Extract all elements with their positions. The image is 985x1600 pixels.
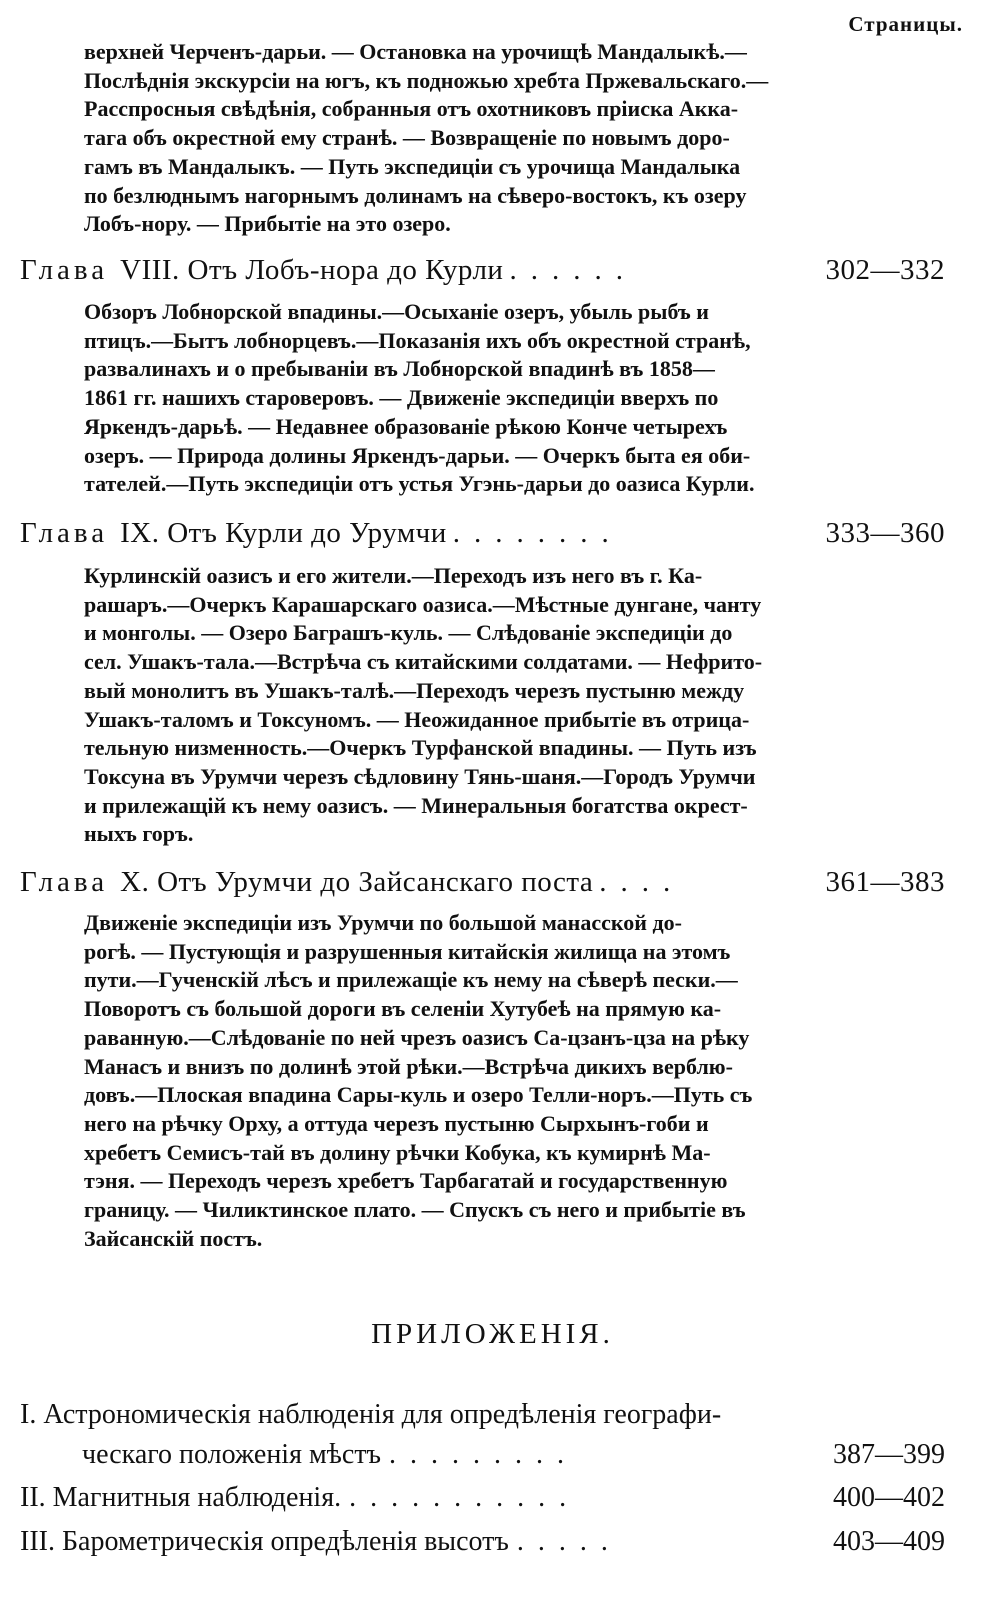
pages-column-header: Страницы. (848, 12, 963, 36)
text-line: Токсуна въ Урумчи черезъ сѣдловину Тянь-шаня.—Городъ Урумчи (84, 763, 756, 789)
chapter-title: IX. Отъ Курли до Урумчи (120, 517, 447, 549)
text-line: пути.—Гученскій лѣсъ и прилежащіе къ нему на сѣверѣ пески.— (84, 967, 738, 993)
leader-dots: ...... (509, 254, 637, 286)
leader-dots: ........... (349, 1482, 581, 1513)
text-line: границу. — Чиликтинское плато. — Спускъ съ него и прибытіе въ (84, 1197, 746, 1223)
appendix-line (20, 1395, 945, 1435)
text-line: по безлюднымъ нагорнымъ долинамъ на сѣверо-востокъ, къ озеру (84, 182, 747, 208)
appendix-item-iii (20, 1522, 945, 1562)
text-line: развалинахъ и о пребываніи въ Лобнорской впадинѣ въ 1858— (84, 356, 715, 382)
page-range: 403—409 (833, 1526, 945, 1557)
text-line: Зайсанскій постъ. (84, 1225, 263, 1251)
text-line: и прилежащій къ нему оазисъ. — Минеральныя богатства окрест- (84, 792, 748, 818)
appendix-item-i (20, 1395, 945, 1475)
intro-paragraph (84, 38, 784, 239)
appendices-title: ПРИЛОЖЕНІЯ. (371, 1318, 614, 1350)
text-line: Послѣднія экскурсіи на югъ, къ подножью хребта Пржевальскаго.— (84, 67, 769, 93)
appendix-line (20, 1522, 945, 1562)
text-line: Обзоръ Лобнорской впадины.—Осыханіе озеръ, убыль рыбъ и (84, 299, 709, 324)
text-line: Поворотъ съ большой дороги въ селеніи Хутубеѣ на прямую ка- (84, 996, 722, 1022)
appendix-text: III. Барометрическія опредѣленія высотъ (20, 1526, 509, 1557)
text-line: тэня. — Переходъ черезъ хребетъ Тарбагатай и государственную (84, 1168, 728, 1194)
text-line: гамъ въ Мандалыкъ. — Путь экспедиціи съ урочища Мандалыка (84, 153, 741, 179)
text-line: верхней Черченъ-дарьи. — Остановка на урочищѣ Мандалыкѣ.— (84, 39, 747, 64)
appendix-line (20, 1478, 945, 1518)
text-line: тельную низменность.—Очеркъ Турфанской впадины. — Путь изъ (84, 735, 757, 761)
page-range: 333—360 (825, 517, 945, 549)
chapter-title: X. Отъ Урумчи до Зайсанскаго поста (120, 866, 594, 898)
text-line: Лобъ-нору. — Прибытіе на это озеро. (84, 211, 451, 237)
page-range: 302—332 (825, 254, 945, 286)
text-line: Расспросныя свѣдѣнія, собранныя отъ охотниковъ пріиска Акка- (84, 96, 739, 122)
leader-dots: ......... (389, 1439, 579, 1470)
text-line: тателей.—Путь экспедиціи отъ устья Угэнь-дарьи до оазиса Курли. (84, 471, 755, 497)
leader-dots: .... (599, 866, 685, 898)
appendix-text: ческаго положенія мѣстъ (82, 1439, 382, 1470)
leader-dots: ........ (452, 517, 623, 549)
page-range: 400—402 (833, 1482, 945, 1513)
page-range: 387—399 (833, 1439, 945, 1470)
text-line: птицъ.—Бытъ лобнорцевъ.—Показанія ихъ объ окрестной странѣ, (84, 327, 751, 353)
chapter-heading-viii (20, 254, 945, 294)
text-line: рашаръ.—Очеркъ Карашарскаго оазиса.—Мѣстные дунгане, чанту (84, 591, 762, 617)
text-line: озеръ. — Природа долины Яркендъ-дарьи. — Очеркъ быта ея оби- (84, 442, 751, 468)
text-line: и монголы. — Озеро Баграшъ-куль. — Слѣдованіе экспедиціи до (84, 620, 733, 646)
leader-dots: ..... (516, 1526, 622, 1557)
text-line: Яркендъ-дарьѣ. — Недавнее образованіе рѣкою Конче четырехъ (84, 413, 728, 439)
appendix-text: I. Астрономическія наблюденія для опредѣленія географи- (20, 1399, 722, 1430)
text-line: довъ.—Плоская впадина Сары-куль и озеро Телли-норъ.—Путь съ (84, 1082, 753, 1108)
text-line: Манасъ и внизъ по долинѣ этой рѣки.—Встрѣча дикихъ верблю- (84, 1053, 733, 1079)
chapter-summary-viii (84, 298, 784, 499)
appendix-text: II. Магнитныя наблюденія. (20, 1482, 342, 1513)
page-range: 361—383 (825, 866, 945, 898)
text-line: Движеніе экспедиціи изъ Урумчи по большой манасской до- (84, 910, 682, 935)
chapter-heading-ix (20, 517, 945, 557)
chapter-summary-ix (84, 562, 784, 849)
text-line: Курлинскій оазисъ и его жители.—Переходъ изъ него въ г. Ка- (84, 563, 703, 588)
text-line: рогѣ. — Пустующія и разрушенныя китайскія жилища на этомъ (84, 938, 731, 964)
text-line: хребетъ Семисъ-тай въ долину рѣчки Кобука, къ кумирнѣ Ма- (84, 1139, 711, 1165)
chapter-label: Глава (20, 517, 109, 549)
text-line: вый монолитъ въ Ушакъ-талѣ.—Переходъ черезъ пустыню между (84, 677, 745, 703)
text-line: него на рѣчку Орху, а оттуда черезъ пустыню Сырхынъ-гоби и (84, 1110, 709, 1136)
chapter-summary-x (84, 909, 784, 1253)
text-line: ныхъ горъ. (84, 821, 194, 847)
appendix-line (20, 1435, 945, 1475)
text-line: Ушакъ-таломъ и Токсуномъ. — Неожиданное прибытіе въ отрица- (84, 706, 750, 732)
text-line: тага объ окрестной ему странѣ. — Возвращеніе по новымъ доро- (84, 125, 730, 151)
text-line: 1861 гг. нашихъ староверовъ. — Движеніе экспедиціи вверхъ по (84, 385, 719, 411)
chapter-label: Глава (20, 254, 109, 286)
chapter-heading-x (20, 866, 945, 906)
text-line: раванную.—Слѣдованіе по ней чрезъ оазисъ Са-цзанъ-цза на рѣку (84, 1024, 750, 1050)
chapter-label: Глава (20, 866, 109, 898)
text-line: сел. Ушакъ-тала.—Встрѣча съ китайскими солдатами. — Нефрито- (84, 649, 763, 675)
appendix-item-ii (20, 1478, 945, 1518)
chapter-title: VIII. Отъ Лобъ-нора до Курли (120, 254, 504, 286)
